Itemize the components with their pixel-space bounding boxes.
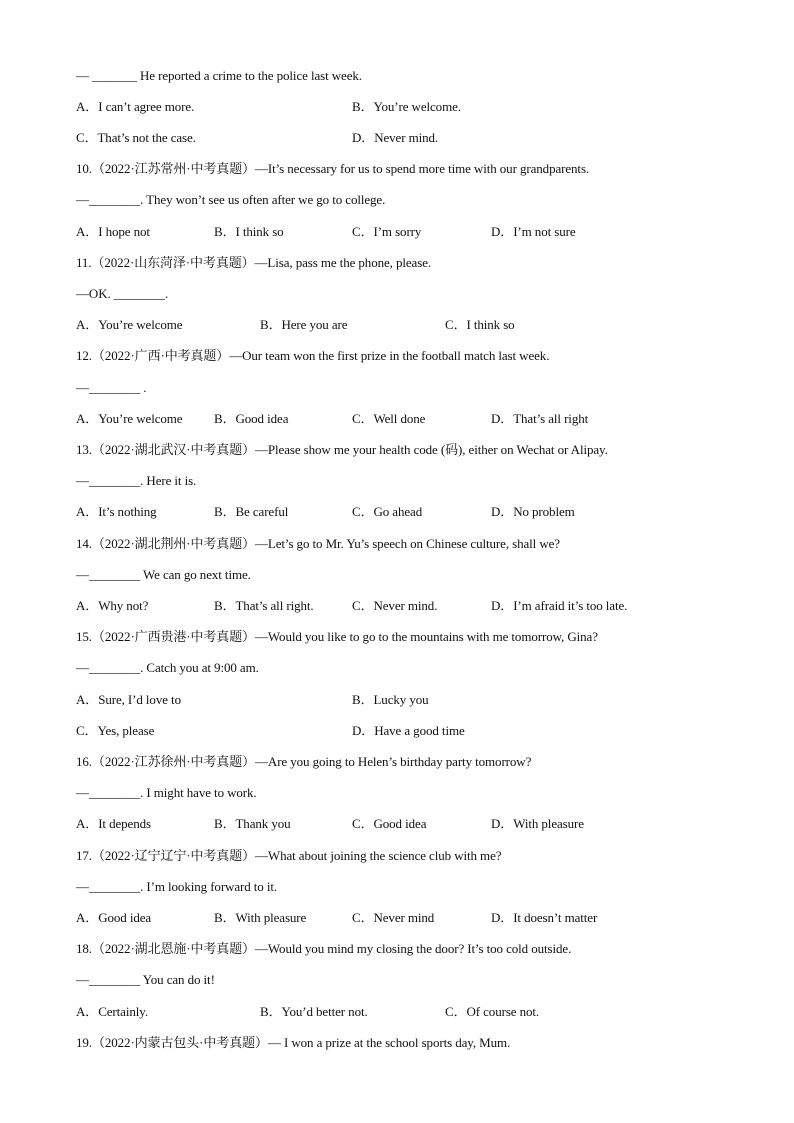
q17-option-a: A．Good idea bbox=[76, 910, 152, 925]
q18-option-a: A．Certainly. bbox=[76, 1004, 148, 1019]
q17-answer-line: —________. I’m looking forward to it. bbox=[76, 879, 278, 894]
q15-answer-line: —________. Catch you at 9:00 am. bbox=[76, 660, 259, 675]
q16-option-d: D．With pleasure bbox=[491, 816, 584, 831]
q16-answer-line: —________. I might have to work. bbox=[76, 785, 257, 800]
q13-stem: 13.（2022·湖北武汉·中考真题）—Please show me your health code (码), either on Wechat or Alipay. bbox=[76, 442, 608, 457]
q17-option-d: D．It doesn’t matter bbox=[491, 910, 598, 925]
q17-option-b: B．With pleasure bbox=[214, 910, 307, 925]
q13-option-c: C．Go ahead bbox=[352, 504, 423, 519]
q18-option-b: B．You’d better not. bbox=[260, 1004, 368, 1019]
q12-option-b: B．Good idea bbox=[214, 411, 289, 426]
q18-stem: 18.（2022·湖北恩施·中考真题）—Would you mind my closing the door? It’s too cold outside. bbox=[76, 941, 572, 956]
q19-stem: 19.（2022·内蒙古包头·中考真题）— I won a prize at the school sports day, Mum. bbox=[76, 1035, 511, 1050]
q12-option-d: D．That’s all right bbox=[491, 411, 589, 426]
q17-option-c: C．Never mind bbox=[352, 910, 435, 925]
q10-answer-line: —________. They won’t see us often after we go to college. bbox=[76, 192, 386, 207]
q11-answer-line: —OK. ________. bbox=[76, 286, 169, 301]
q15-option-a: A．Sure, I’d love to bbox=[76, 692, 181, 707]
q12-option-c: C．Well done bbox=[352, 411, 426, 426]
q15-option-d: D．Have a good time bbox=[352, 723, 465, 738]
q10-stem: 10.（2022·江苏常州·中考真题）—It’s necessary for us to spend more time with our grandparents. bbox=[76, 161, 590, 176]
q9-option-c: C．That’s not the case. bbox=[76, 130, 196, 145]
q18-answer-line: —________ You can do it! bbox=[76, 972, 215, 987]
q16-stem: 16.（2022·江苏徐州·中考真题）—Are you going to Helen’s birthday party tomorrow? bbox=[76, 754, 532, 769]
q14-stem: 14.（2022·湖北荆州·中考真题）—Let’s go to Mr. Yu’s speech on Chinese culture, shall we? bbox=[76, 536, 560, 551]
q14-option-c: C．Never mind. bbox=[352, 598, 438, 613]
q17-stem: 17.（2022·辽宁辽宁·中考真题）—What about joining the science club with me? bbox=[76, 848, 502, 863]
q14-option-d: D．I’m afraid it’s too late. bbox=[491, 598, 628, 613]
q13-option-a: A．It’s nothing bbox=[76, 504, 157, 519]
q11-option-b: B．Here you are bbox=[260, 317, 348, 332]
q15-option-c: C．Yes, please bbox=[76, 723, 155, 738]
q10-option-b: B．I think so bbox=[214, 224, 284, 239]
q13-option-b: B．Be careful bbox=[214, 504, 289, 519]
q13-option-d: D．No problem bbox=[491, 504, 575, 519]
q12-option-a: A．You’re welcome bbox=[76, 411, 183, 426]
q14-answer-line: —________ We can go next time. bbox=[76, 567, 251, 582]
q9-option-a: A．I can’t agree more. bbox=[76, 99, 195, 114]
q14-option-a: A．Why not? bbox=[76, 598, 149, 613]
q15-option-b: B．Lucky you bbox=[352, 692, 429, 707]
q13-answer-line: —________. Here it is. bbox=[76, 473, 197, 488]
q16-option-c: C．Good idea bbox=[352, 816, 427, 831]
q10-option-a: A．I hope not bbox=[76, 224, 150, 239]
q10-option-d: D．I’m not sure bbox=[491, 224, 576, 239]
q15-stem: 15.（2022·广西贵港·中考真题）—Would you like to go to the mountains with me tomorrow, Gina? bbox=[76, 629, 598, 644]
q9-option-d: D．Never mind. bbox=[352, 130, 439, 145]
q14-option-b: B．That’s all right. bbox=[214, 598, 314, 613]
q11-stem: 11.（2022·山东菏泽·中考真题）—Lisa, pass me the phone, please. bbox=[76, 255, 432, 270]
q9-option-b: B．You’re welcome. bbox=[352, 99, 461, 114]
q16-option-a: A．It depends bbox=[76, 816, 151, 831]
q18-option-c: C．Of course not. bbox=[445, 1004, 540, 1019]
q16-option-b: B．Thank you bbox=[214, 816, 291, 831]
q11-option-a: A．You’re welcome bbox=[76, 317, 183, 332]
q9-answer-line: — _______ He reported a crime to the police last week. bbox=[76, 68, 362, 83]
q11-option-c: C．I think so bbox=[445, 317, 515, 332]
q12-stem: 12.（2022·广西·中考真题）—Our team won the first prize in the football match last week. bbox=[76, 348, 550, 363]
q10-option-c: C．I’m sorry bbox=[352, 224, 422, 239]
q12-answer-line: —________ . bbox=[76, 380, 147, 395]
